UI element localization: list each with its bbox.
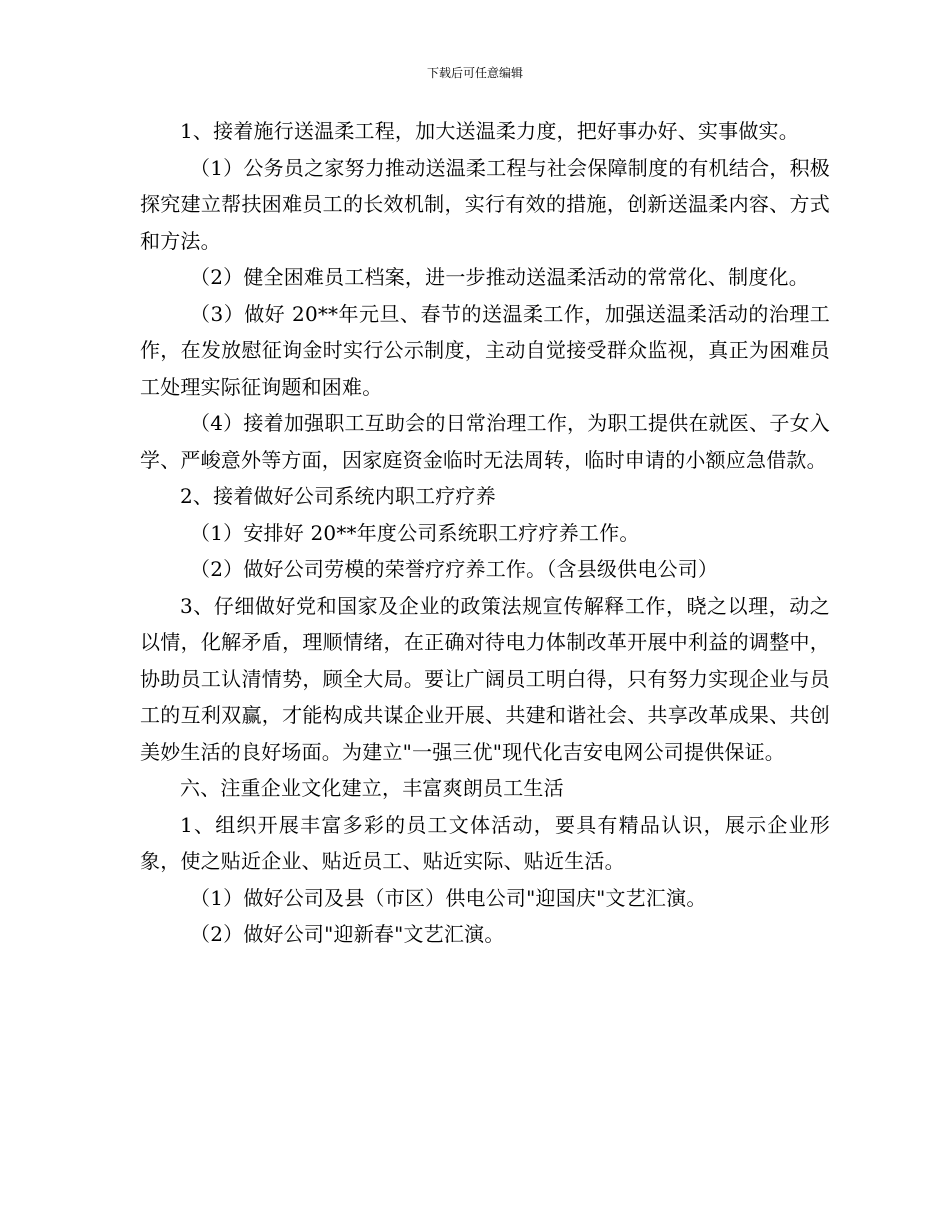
- section-heading-six: 六、注重企业文化建立，丰富爽朗员工生活: [180, 776, 564, 800]
- paragraph-subitem-1: （1）公务员之家努力推动送温柔工程与社会保障制度的有机结合，积极探究建立帮扶困难员工的长效机制，实行有效的措施，创新送温柔内容、方式和方法。: [140, 155, 830, 253]
- paragraph-item-3: 3、仔细做好党和国家及企业的政策法规宣传解释工作，晓之以理，动之以情，化解矛盾，理顺情绪，在正确对待电力体制改革开展中利益的调整中，协助员工认清情势，顾全大局。要让广阔员工明白得，只有努力实现企业与员工的互利双赢，才能构成共谋企业开展、共建和谐社会、共享改革成果、共创美妙生活的良好场面。为建立"一强三优"现代化吉安电网公司提供保证。: [140, 593, 830, 764]
- paragraph-subitem-2: （2）健全困难员工档案，进一步推动送温柔活动的常常化、制度化。: [190, 265, 809, 289]
- paragraph-subitem-8: （2）做好公司"迎新春"文艺汇演。: [190, 922, 505, 946]
- paragraph-subitem-5: （1）安排好 20**年度公司系统职工疗疗养工作。: [190, 520, 640, 545]
- paragraph-subitem-4: （4）接着加强职工互助会的日常治理工作，为职工提供在就医、子女入学、严峻意外等方面，因家庭资金临时无法周转，临时申请的小额应急借款。: [140, 411, 830, 472]
- paragraph-item-2: 2、接着做好公司系统内职工疗疗养: [180, 484, 496, 508]
- document-body: [140, 113, 830, 953]
- paragraph-subitem-3: （3）做好 20**年元旦、春节的送温柔工作，加强送温柔活动的治理工作，在发放慰征询金时实行公示制度，主动自觉接受群众监视，真正为困难员工处理实际征询题和困难。: [140, 301, 830, 399]
- paragraph-item-1: 1、接着施行送温柔工程，加大送温柔力度，把好事办好、实事做实。: [180, 119, 799, 143]
- paragraph-subitem-6: （2）做好公司劳模的荣誉疗疗养工作。（含县级供电公司）: [190, 557, 719, 581]
- paragraph-subitem-7: （1）做好公司及县（市区）供电公司"迎国庆"文艺汇演。: [190, 885, 707, 910]
- paragraph-item-4: 1、组织开展丰富多彩的员工文体活动，要具有精品认识，展示企业形象，使之贴近企业、贴近员工、贴近实际、贴近生活。: [140, 812, 830, 873]
- page-header-note: 下载后可任意编辑: [426, 66, 523, 80]
